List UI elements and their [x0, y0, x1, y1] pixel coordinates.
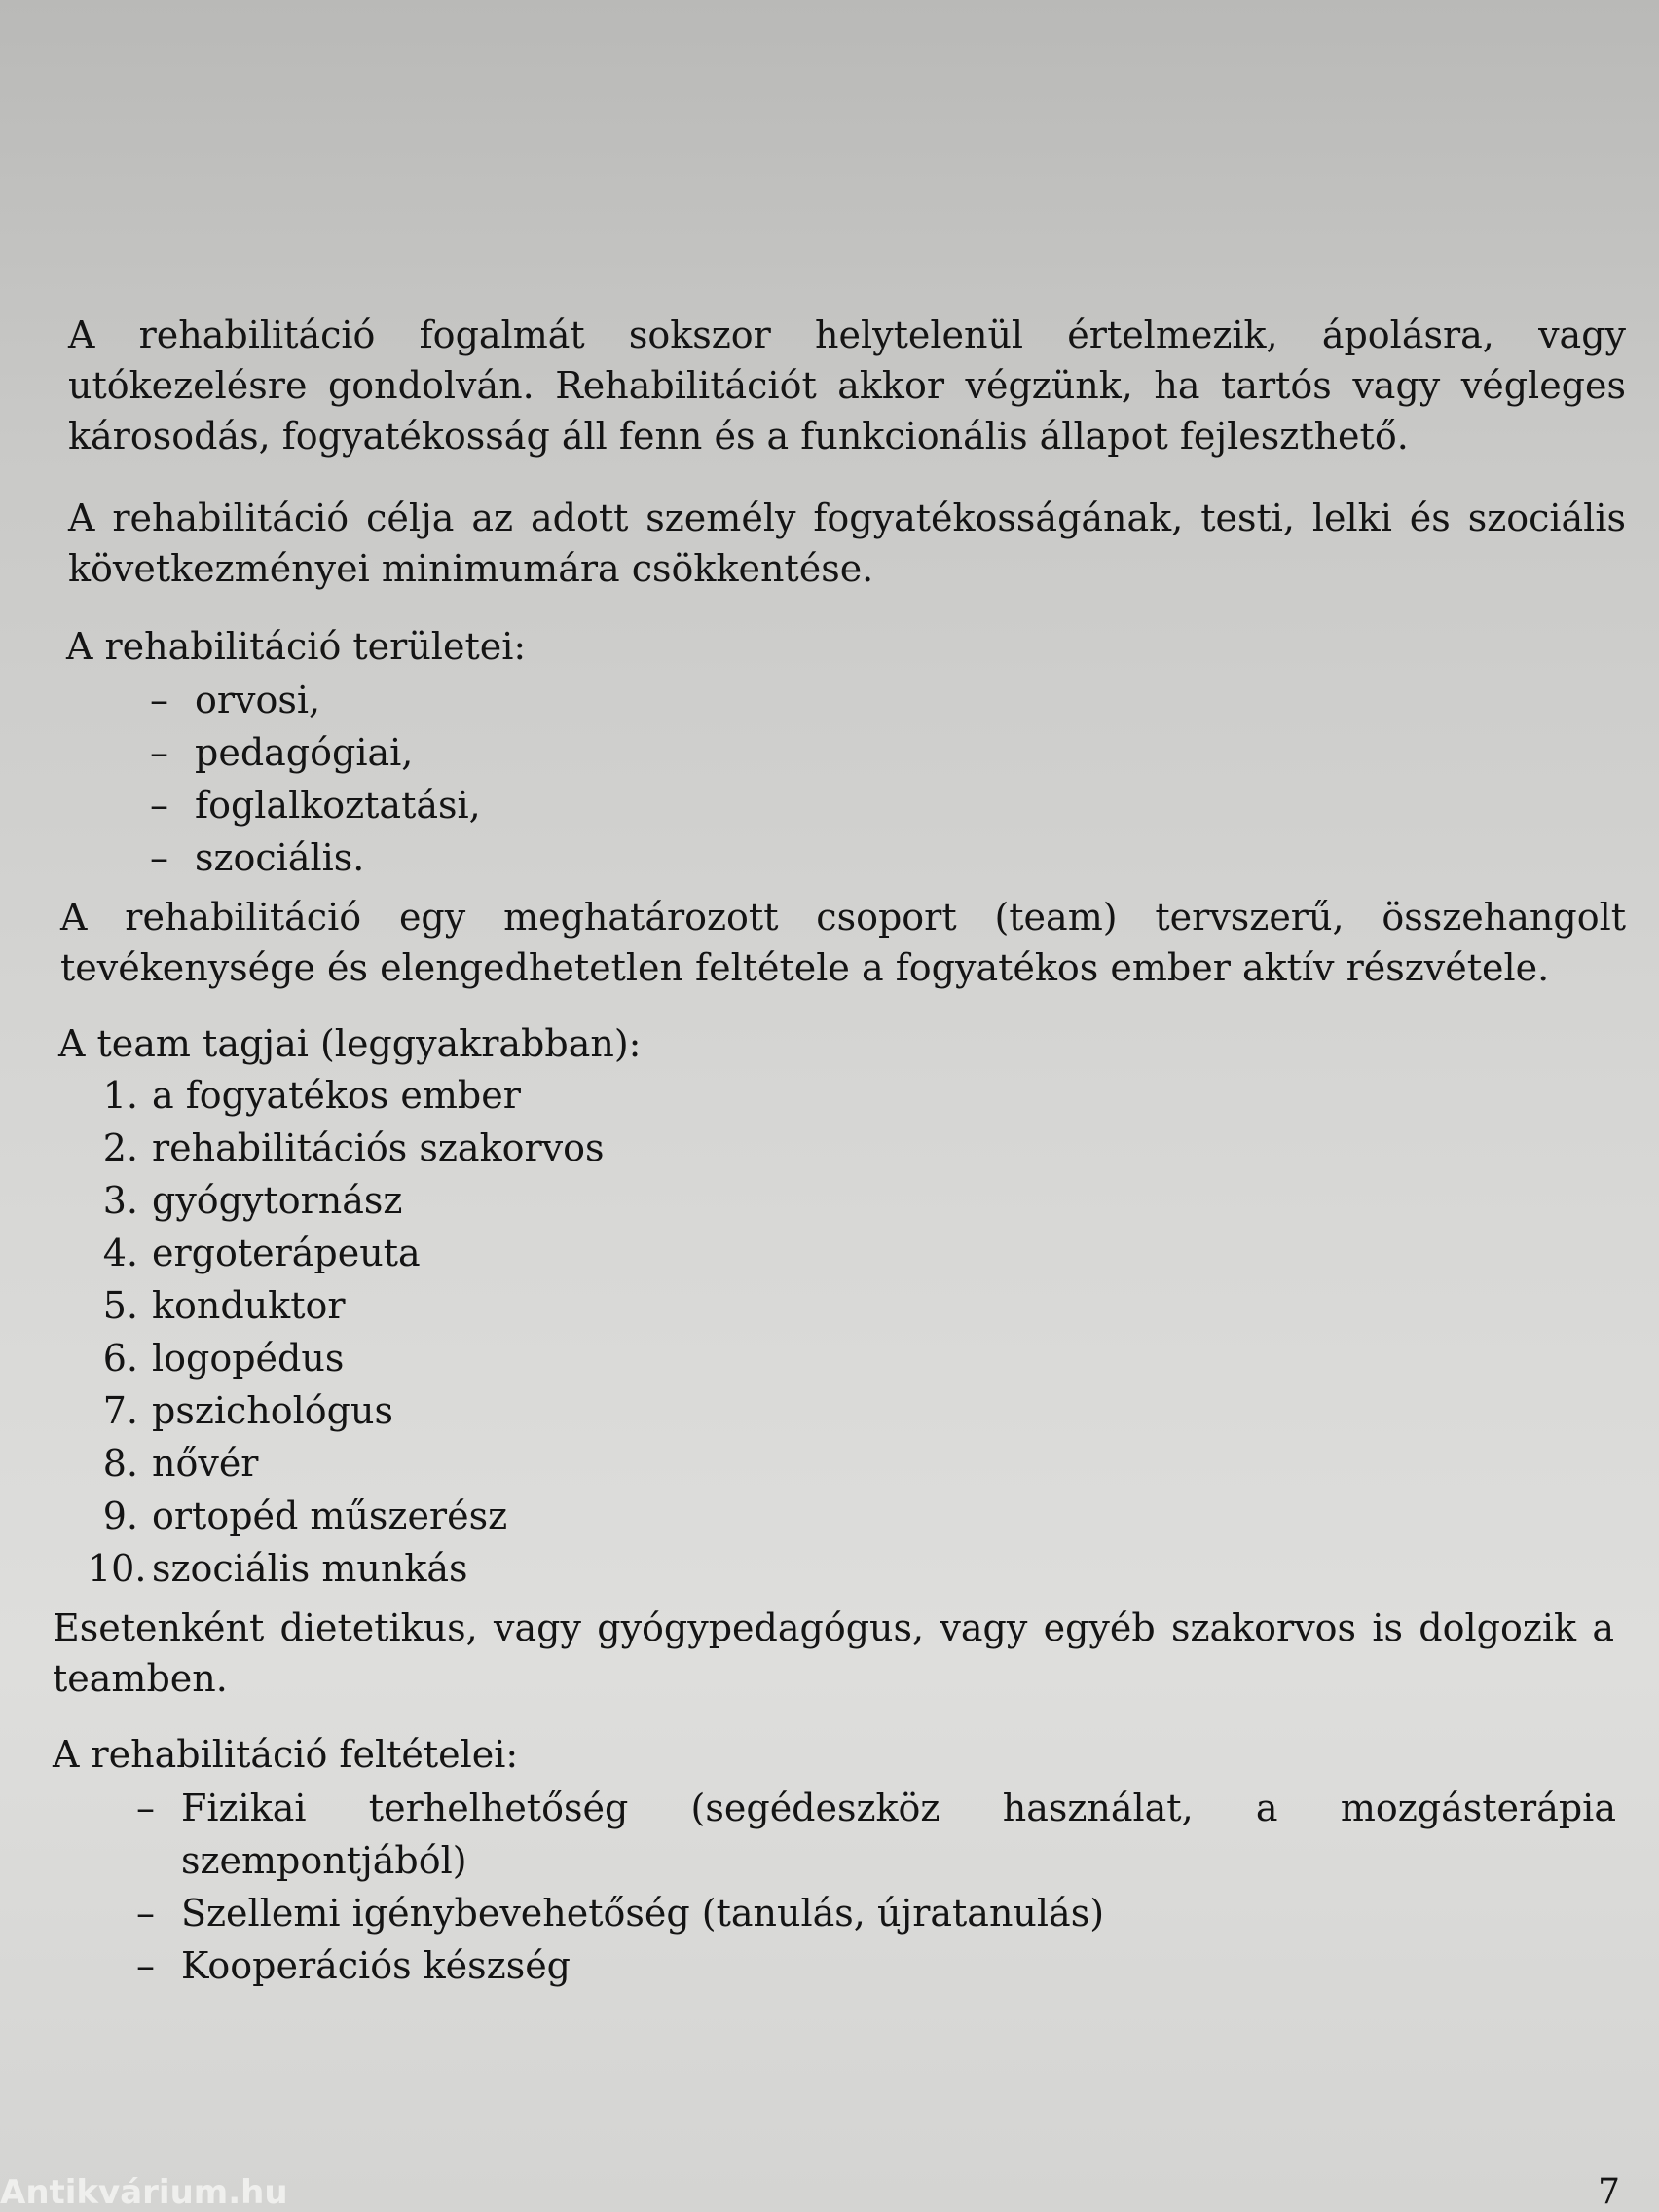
list-item: 9. ortopéd műszerész	[102, 1494, 508, 1537]
team-members-list	[88, 1069, 604, 1595]
intro-paragraph: A rehabilitáció fogalmát sokszor helytelenül értelmezik, ápolásra, vagy utókezelésre gondolván. Rehabilitációt akkor végzünk, ha tartós vagy végleges károsodás, fogyatékosság áll fenn és a funkcionális állapot fejleszthető.	[68, 313, 1626, 458]
list-item: – orvosi,	[150, 674, 481, 726]
list-item: – Szellemi igénybevehetőség (tanulás, újratanulás)	[136, 1887, 1616, 1939]
list-item: – Fizikai terhelhetőség (segédeszköz használat, a mozgásterápia szempontjából)	[136, 1782, 1616, 1887]
list-item: 2. rehabilitációs szakorvos	[102, 1126, 605, 1169]
page-number: 7	[1598, 2172, 1620, 2212]
list-item: – Kooperációs készség	[136, 1939, 1616, 1992]
team-heading: A team tagjai (leggyakrabban):	[58, 1022, 642, 1065]
areas-list	[150, 674, 481, 884]
dash-marker: –	[150, 731, 168, 774]
list-item: 1. a fogyatékos ember	[102, 1074, 521, 1117]
dash-marker: –	[150, 836, 168, 879]
watermark: Antikvárium.hu	[0, 2173, 288, 2212]
conditions-list	[136, 1782, 1616, 1992]
dash-marker: –	[136, 1892, 155, 1935]
conditions-heading: A rehabilitáció feltételei:	[53, 1733, 519, 1776]
team-intro-paragraph: A rehabilitáció egy meghatározott csoport (team) tervszerű, összehangolt tevékenysége és elengedhetetlen feltétele a fogyatékos ember aktív részvétele.	[60, 896, 1626, 989]
list-item: 10. szociális munkás	[88, 1547, 468, 1590]
list-item: 8. nővér	[102, 1442, 259, 1485]
dash-marker: –	[150, 679, 168, 721]
list-item: 4. ergoterápeuta	[102, 1232, 421, 1274]
dash-marker: –	[150, 784, 168, 827]
list-item: 7. pszichológus	[102, 1389, 393, 1432]
list-item: – pedagógiai,	[150, 726, 481, 779]
occasional-paragraph: Esetenként dietetikus, vagy gyógypedagógus, vagy egyéb szakorvos is dolgozik a teamben.	[53, 1606, 1614, 1700]
areas-heading: A rehabilitáció területei:	[66, 625, 527, 668]
goal-paragraph: A rehabilitáció célja az adott személy fogyatékosságának, testi, lelki és szociális következményei minimumára csökkentése.	[68, 497, 1626, 590]
list-item: – foglalkoztatási,	[150, 779, 481, 831]
list-item: 5. konduktor	[102, 1284, 346, 1327]
list-item: – szociális.	[150, 831, 481, 884]
dash-marker: –	[136, 1787, 155, 1829]
list-item: 3. gyógytornász	[102, 1179, 403, 1222]
dash-marker: –	[136, 1944, 155, 1987]
list-item: 6. logopédus	[102, 1337, 345, 1380]
